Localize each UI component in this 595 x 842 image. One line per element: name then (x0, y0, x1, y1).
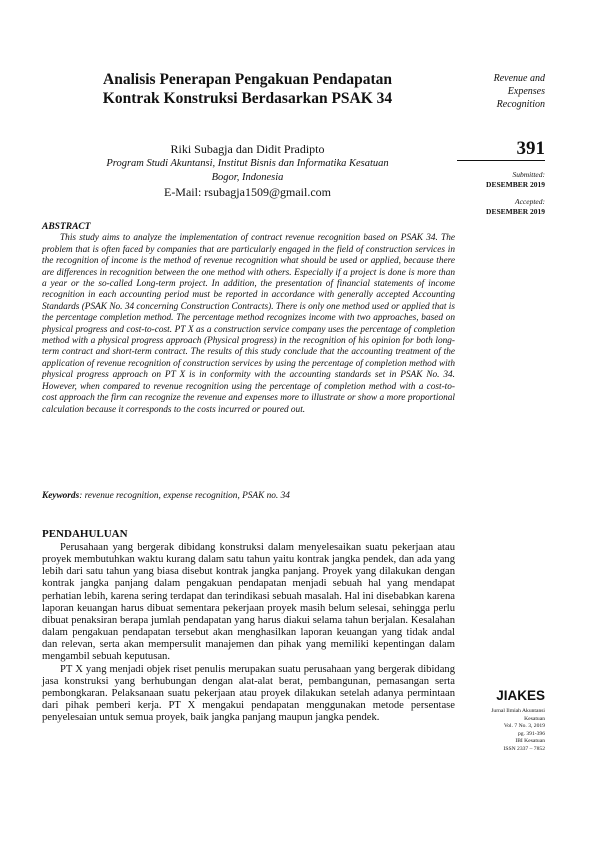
abstract-heading: ABSTRACT (42, 222, 91, 232)
accepted-date: DESEMBER 2019 (486, 206, 545, 216)
journal-name: JIAKES (496, 688, 545, 703)
body-paragraph-1: Perusahaan yang bergerak dibidang konstruksi dalam menyelesaikan suatu pekerjaan atau proyek membutuhkan waktu kurang dalam satu tahun yaitu kontrak jangka pendek, dan ada yang lebih dari satu tahun yang biasa disebut kontrak jangka panjang. Proyek yang dilakukan dengan kontrak jangka panjang dalam pengakuan pendapatan menjadi sebuah hal yang mendapat perhatian lebih, karena sering terdapat dan terindikasi sebuah masalah. Hal ini disebabkan karena laporan keuangan harus dibuat sementara pekerjaan proyek masih belum selesai, sehingga perlu dibuat penaksiran berapa jumlah pendapatan yang harus diakui selama tahun berjalan. Kesalahan dalam pengakuan pendapatan tersebut akan menghasilkan laporan keuangan yang tidak andal dan relevan, serta akan mempersulit manajemen dan pihak yang memiliki kepentingan dalam mengambil sebuah keputusan. (42, 542, 455, 663)
body-text (42, 542, 455, 724)
author-email: E-Mail: rsubagja1509@gmail.com (163, 185, 331, 199)
paper-title (60, 70, 435, 108)
accepted-label: Accepted: (515, 197, 545, 206)
author-names: Riki Subagja dan Didit Pradipto (170, 142, 325, 156)
side-label-line-2: Expenses (507, 86, 545, 97)
section-heading: PENDAHULUAN (42, 528, 128, 540)
abstract-text: This study aims to analyze the implementation of contract revenue recognition based on PSAK 34. The problem that is often faced by companies that are particularly engaged in the field of construction services in the recognition of income is the method of revenue recognition what should be used or applied, because there are differences in recognition between the one method with others. Especially if a project is done is more than a year or the so-called Long-term project. In addition, the presentation of financial statements of income recognition in each accounting period must be reported in accordance with generally accepted Accounting Standards (PSAK No. 34 concerning Construction Contracts). There is only one method used or applied that is the percentage completion method. The percentage method recognizes income with two approaches, based on physical progress and cost-to-cost. PT X as a construction service company uses the percentage of completion method with a physical progress approach (Physical progress) in the recognition of his opinion for both long-term contract and short-term contract. The results of this study conclude that the accounting treatment of the application of revenue recognition of construction services by using the percentage of completion method with physical progress approach on PT X is in conformity with the accounting standards set in PSAK No. 34. However, when compared to revenue recognition using the percentage of completion method with a cost-to-cost approach the firm can recognize the revenue and expenses more to illustrate or show a more proportional calculation because it corresponds to the costs incurred or poured out. (42, 233, 455, 415)
side-label-line-3: Recognition (496, 99, 545, 110)
submitted-label: Submitted: (512, 170, 545, 179)
journal-info-line-2: Kesatuan (524, 715, 545, 722)
page-number-rule (457, 160, 545, 161)
side-label-line-1: Revenue and (493, 73, 545, 84)
keywords-text: : revenue recognition, expense recognition, PSAK no. 34 (79, 491, 290, 501)
body-paragraph-2: PT X yang menjadi objek riset penulis merupakan suatu perusahaan yang bergerak dibidang jasa konstruksi yang berhubungan dengan alat-alat berat, pembangunan, pemasangan serta pembongkaran. Pelaksanaan suatu pekerjaan atau proyek dilakukan setelah adanya permintaan dari pihak pemberi kerja. PT X mengakui pendapatan menggunakan metode persentase penyelesaian untuk semua proyek, baik jangka panjang maupun jangka pendek. (42, 663, 455, 724)
author-block (60, 142, 435, 200)
abstract-block (42, 222, 455, 416)
journal-info (440, 708, 545, 754)
affiliation-line-2: Bogor, Indonesia (211, 172, 284, 183)
page-number: 391 (516, 138, 545, 159)
journal-info-line-4: pg. 391-396 (517, 730, 545, 737)
title-line-2: Kontrak Konstruksi Berdasarkan PSAK 34 (102, 90, 393, 107)
submitted-date: DESEMBER 2019 (486, 179, 545, 189)
journal-info-line-1: Jurnal Ilmiah Akuntansi (491, 708, 545, 714)
running-section-label (455, 72, 545, 111)
submission-dates (455, 170, 545, 216)
affiliation-line-1: Program Studi Akuntansi, Institut Bisnis dan Informatika Kesatuan (106, 158, 389, 169)
journal-info-line-3: Vol. 7 No. 3, 2019 (503, 723, 545, 730)
journal-info-line-6: ISSN 2337 – 7852 (503, 745, 545, 752)
journal-info-line-5: IBI Kesatuan (515, 738, 545, 745)
keywords-line (42, 491, 455, 501)
keywords-label: Keywords (42, 491, 80, 501)
title-line-1: Analisis Penerapan Pengakuan Pendapatan (103, 71, 392, 88)
